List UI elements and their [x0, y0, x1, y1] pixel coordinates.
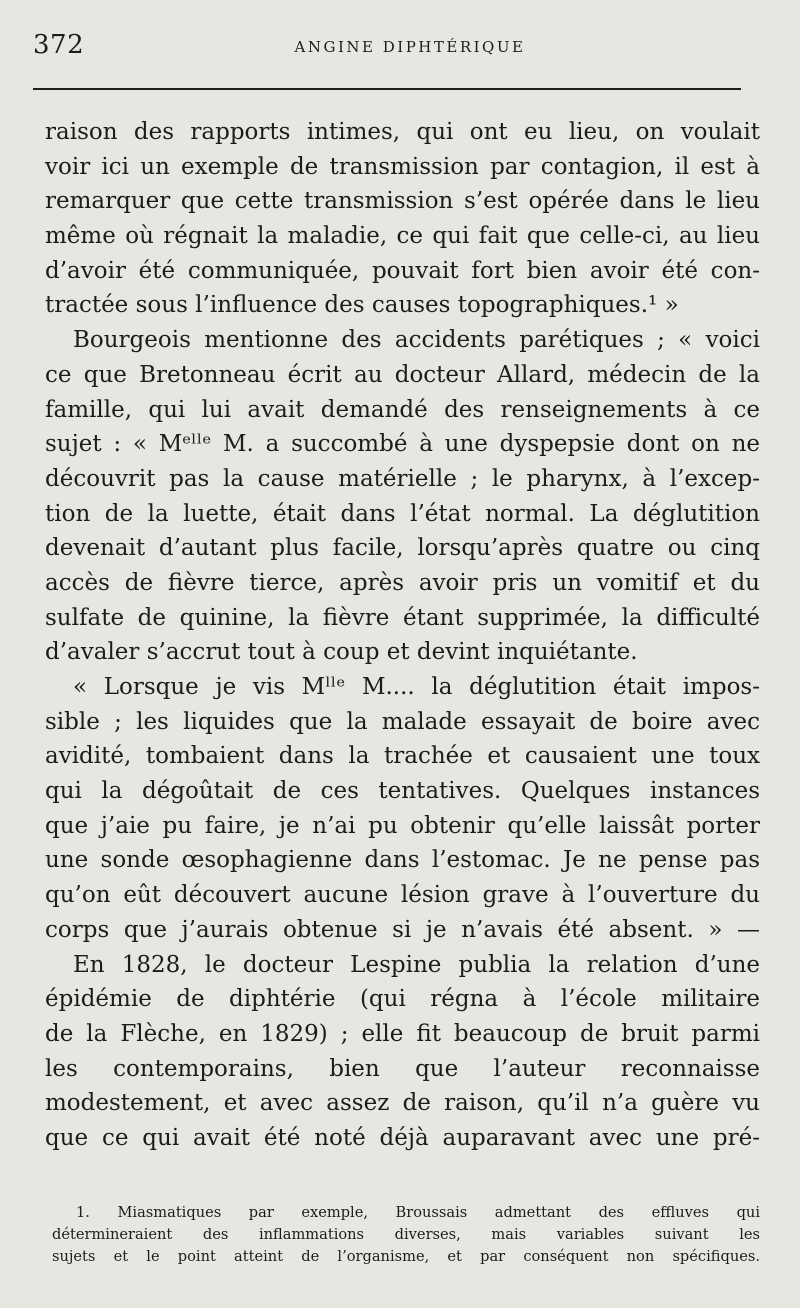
header-rule — [33, 88, 741, 90]
text-line: les contemporains, bien que l’auteur reconnaisse — [45, 1055, 760, 1082]
text-line: une sonde œsophagienne dans l’estomac. Je ne pense pas — [45, 847, 760, 874]
text-line: remarquer que cette transmission s’est opérée dans le lieu — [45, 188, 760, 215]
text-line: d’avoir été communiquée, pouvait fort bien avoir été con- — [45, 257, 760, 284]
text-line: « Lorsque je vis Mˡˡᵉ M.... la déglutition était impos- — [73, 674, 760, 700]
text-line: d’avaler s’accrut tout à coup et devint inquiétante. — [45, 639, 638, 666]
text-line: sible ; les liquides que la malade essayait de boire avec — [45, 708, 760, 735]
text-line: voir ici un exemple de transmission par contagion, il est à — [45, 153, 760, 180]
text-line: qui la dégoûtait de ces tentatives. Quelques instances — [45, 778, 760, 805]
footnote-line: détermineraient des inflammations diverses, mais variables suivant les — [52, 1226, 760, 1243]
footnote — [52, 1202, 760, 1268]
body-text — [45, 115, 760, 1156]
footnote-line: 1. Miasmatiques par exemple, Broussais admettant des effluves qui — [76, 1204, 760, 1221]
text-line: tractée sous l’influence des causes topographiques.¹ » — [45, 292, 679, 319]
text-line: que j’aie pu faire, je n’ai pu obtenir qu’elle laissât porter — [45, 812, 760, 839]
text-line: que ce qui avait été noté déjà auparavant avec une pré- — [45, 1124, 760, 1151]
page-number: 372 — [33, 30, 85, 60]
text-line: raison des rapports intimes, qui ont eu lieu, on voulait — [45, 119, 760, 145]
text-line: de la Flèche, en 1829) ; elle fit beaucoup de bruit parmi — [45, 1020, 760, 1047]
text-line: accès de fièvre tierce, après avoir pris un vomitif et du — [45, 569, 760, 596]
running-title: ANGINE DIPHTÉRIQUE — [294, 38, 526, 56]
text-line: corps que j’aurais obtenue si je n’avais été absent. » — — [45, 916, 760, 943]
text-line: modestement, et avec assez de raison, qu’il n’a guère vu — [45, 1090, 760, 1117]
text-line: En 1828, le docteur Lespine publia la relation d’une — [73, 951, 760, 978]
text-line: avidité, tombaient dans la trachée et causaient une toux — [45, 743, 760, 770]
text-line: même où régnait la maladie, ce qui fait que celle-ci, au lieu — [45, 223, 760, 250]
text-line: Bourgeois mentionne des accidents parétiques ; « voici — [73, 327, 760, 354]
text-line: épidémie de diphtérie (qui régna à l’école militaire — [45, 986, 760, 1013]
text-line: découvrit pas la cause matérielle ; le pharynx, à l’excep- — [45, 465, 760, 492]
text-line: tion de la luette, était dans l’état normal. La déglutition — [45, 500, 760, 527]
text-line: devenait d’autant plus facile, lorsqu’après quatre ou cinq — [45, 535, 760, 562]
footnote-line: sujets et le point atteint de l’organisme, et par conséquent non spécifiques. — [52, 1248, 760, 1265]
text-line: famille, qui lui avait demandé des renseignements à ce — [45, 396, 760, 423]
text-line: sulfate de quinine, la fièvre étant supprimée, la difficulté — [45, 604, 760, 631]
text-line: ce que Bretonneau écrit au docteur Allard, médecin de la — [45, 361, 760, 388]
text-line: sujet : « Mᵉˡˡᵉ M. a succombé à une dyspepsie dont on ne — [45, 431, 760, 458]
text-line: qu’on eût découvert aucune lésion grave à l’ouverture du — [45, 882, 760, 909]
